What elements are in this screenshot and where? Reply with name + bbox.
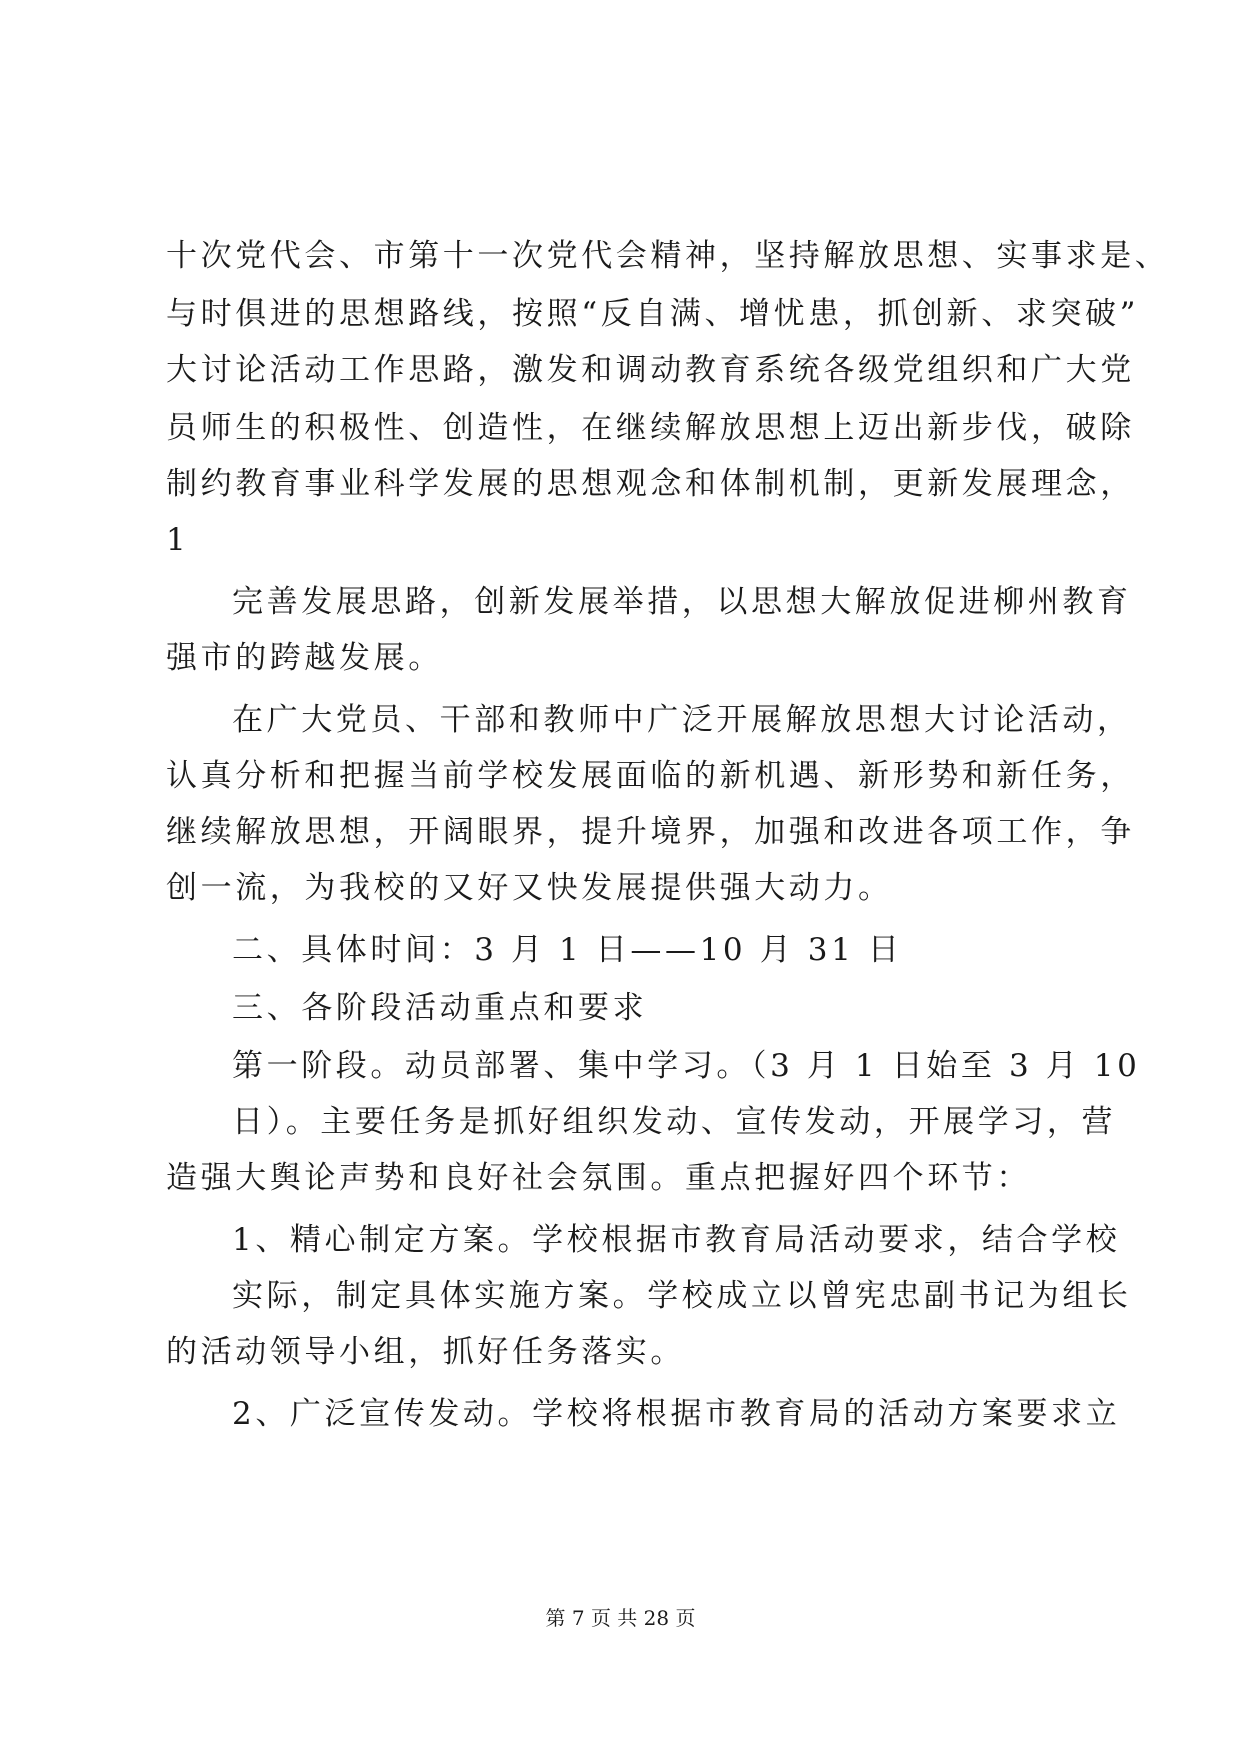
text-line: 日）。主要任务是抓好组织发动、宣传发动，开展学习，营 <box>232 1104 1117 1140</box>
text-line: 十次党代会、市第十一次党代会精神，坚持解放思想、实事求是、 <box>166 238 1170 274</box>
text-line: 第一阶段。动员部署、集中学习。（3 月 1 日始至 3 月 10 <box>232 1048 1141 1084</box>
section-heading: 二、具体时间：3 月 1 日——10 月 31 日 <box>232 932 903 968</box>
text-line: 创一流，为我校的又好又快发展提供强大动力。 <box>166 870 893 906</box>
page-number-inline: 1 <box>166 522 190 558</box>
text-line: 大讨论活动工作思路，激发和调动教育系统各级党组织和广大党 <box>166 352 1135 388</box>
text-line: 员师生的积极性、创造性，在继续解放思想上迈出新步伐，破除 <box>166 410 1135 446</box>
text-line: 继续解放思想，开阔眼界，提升境界，加强和改进各项工作，争 <box>166 814 1135 850</box>
text-line: 造强大舆论声势和良好社会氛围。重点把握好四个环节： <box>166 1160 1031 1196</box>
text-line: 制约教育事业科学发展的思想观念和体制机制，更新发展理念， <box>166 466 1135 502</box>
text-line: 完善发展思路，创新发展举措，以思想大解放促进柳州教育 <box>232 584 1132 620</box>
text-line: 2、广泛宣传发动。学校将根据市教育局的活动方案要求立 <box>232 1396 1121 1432</box>
section-heading: 三、各阶段活动重点和要求 <box>232 990 648 1026</box>
text-line: 在广大党员、干部和教师中广泛开展解放思想大讨论活动， <box>232 702 1132 738</box>
text-line: 与时俱进的思想路线，按照“反自满、增忧患，抓创新、求突破” <box>166 296 1140 332</box>
text-line: 1、精心制定方案。学校根据市教育局活动要求，结合学校 <box>232 1222 1121 1258</box>
text-line: 实际，制定具体实施方案。学校成立以曾宪忠副书记为组长 <box>232 1278 1132 1314</box>
text-line: 强市的跨越发展。 <box>166 640 443 676</box>
text-line: 的活动领导小组，抓好任务落实。 <box>166 1334 685 1370</box>
page-footer: 第 7 页 共 28 页 <box>545 1606 696 1630</box>
text-line: 认真分析和把握当前学校发展面临的新机遇、新形势和新任务， <box>166 758 1135 794</box>
